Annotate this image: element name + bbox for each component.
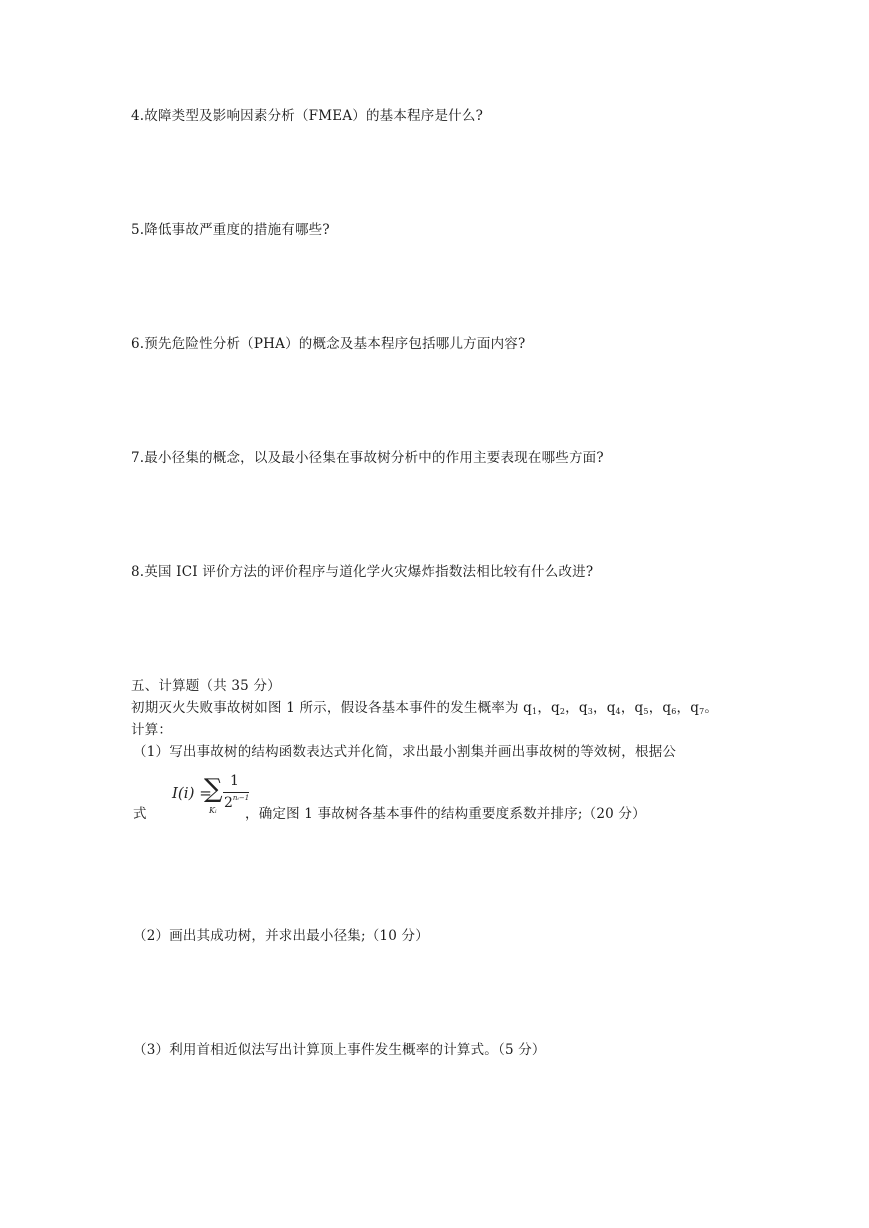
formula-sigma: ∑	[204, 774, 223, 804]
probability-q1: $q_1$	[523, 700, 538, 716]
formula-lhs: I(i) =	[172, 784, 212, 802]
part-1-line-2	[133, 804, 147, 824]
probability-q5: $q_5$	[634, 700, 649, 716]
question-4: 4.故障类型及影响因素分析（FMEA）的基本程序是什么?	[131, 108, 484, 124]
formula-numerator: 1	[230, 773, 239, 789]
question-5: 5.降低事故严重度的措施有哪些?	[131, 222, 330, 238]
part-1-prefix: 式	[133, 806, 147, 822]
section-heading: 五、计算题（共 35 分）	[131, 678, 281, 694]
part-2: （2）画出其成功树，并求出最小径集;（10 分）	[133, 928, 429, 944]
probability-q2: $q_2$	[551, 700, 566, 716]
probability-q7: $q_7$	[690, 700, 705, 716]
probability-list: $q_1$，$q_2$，$q_3$，$q_4$，$q_5$，$q_6$，$q_7$。	[523, 700, 719, 716]
formula-sigma-subscript: Kᵢ	[209, 806, 217, 815]
section-intro	[131, 698, 718, 722]
part-1-line-1: （1）写出事故树的结构函数表达式并化简，求出最小割集并画出事故树的等效树，根据公	[133, 744, 677, 760]
structure-importance-formula	[172, 772, 252, 820]
part-3: （3）利用首相近似法写出计算顶上事件发生概率的计算式。（5 分）	[133, 1042, 546, 1058]
intro-text: 初期灭火失败事故树如图 1 所示，假设各基本事件的发生概率为	[131, 700, 524, 716]
question-7: 7.最小径集的概念，以及最小径集在事故树分析中的作用主要表现在哪些方面?	[131, 450, 604, 466]
question-8: 8.英国 ICI 评价方法的评价程序与道化学火灾爆炸指数法相比较有什么改进?	[131, 564, 594, 580]
part-1-suffix: ，确定图 1 事故树各基本事件的结构重要度系数并排序;（20 分）	[245, 806, 646, 822]
question-6: 6.预先危险性分析（PHA）的概念及基本程序包括哪儿方面内容?	[131, 336, 526, 352]
calc-label: 计算：	[131, 722, 173, 738]
probability-q3: $q_3$	[578, 700, 593, 716]
probability-q4: $q_4$	[606, 700, 621, 716]
probability-q6: $q_6$	[662, 700, 677, 716]
formula-fraction-bar	[223, 792, 249, 793]
formula-denominator: $2^{nᵢ-1}$	[224, 794, 250, 811]
